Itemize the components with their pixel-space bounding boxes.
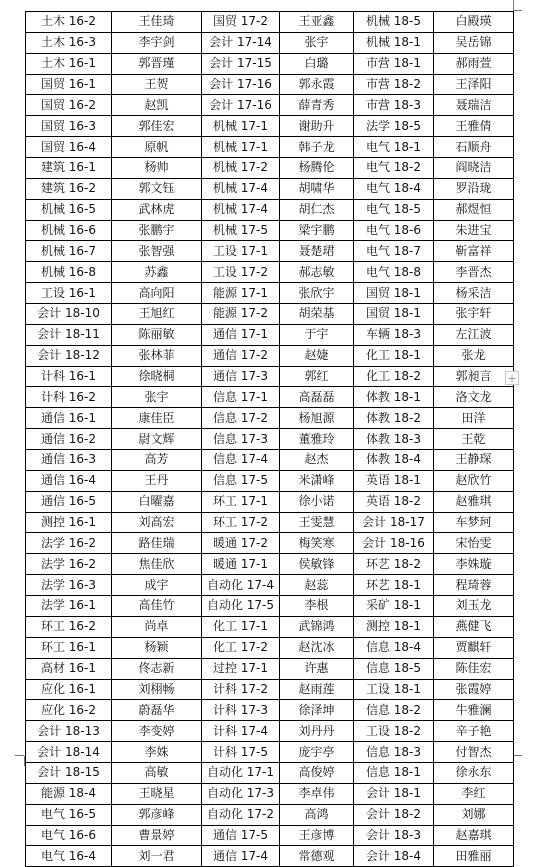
table-row [26,533,514,554]
name-cell: 高鸿 [280,804,354,825]
name-cell: 李红 [434,783,514,804]
name-cell: 车梦珂 [434,512,514,533]
class-cell: 市营 18-1 [354,53,434,74]
name-cell: 张宇 [280,32,354,53]
name-cell: 郭红 [280,366,354,387]
class-cell: 会计 18-13 [26,721,112,742]
name-cell: 常德观 [280,846,354,867]
class-cell: 会计 18-11 [26,324,112,345]
table-row [26,32,514,53]
class-cell: 计科 17-5 [202,742,280,763]
class-cell: 测控 16-1 [26,512,112,533]
name-cell: 王贺 [112,74,202,95]
class-cell: 信息 17-4 [202,450,280,471]
table-row [26,178,514,199]
table-row [26,575,514,596]
name-cell: 徐永东 [434,762,514,783]
table-row [26,262,514,283]
name-cell: 王静琛 [434,450,514,471]
class-cell: 电气 18-2 [354,158,434,179]
roster-table [25,11,517,867]
name-cell: 刘栩畅 [112,679,202,700]
class-cell: 工设 18-1 [354,679,434,700]
class-cell: 通信 16-3 [26,450,112,471]
name-cell: 谢助升 [280,116,354,137]
add-row-handle[interactable] [505,371,519,385]
name-cell: 赵蕊 [280,575,354,596]
class-cell: 化工 17-1 [202,616,280,637]
class-cell: 应化 16-2 [26,700,112,721]
name-cell: 杨帅 [112,158,202,179]
table-row [26,304,514,325]
class-cell: 通信 17-5 [202,825,280,846]
class-cell: 机械 16-5 [26,199,112,220]
page-corner-mark [513,755,522,756]
class-cell: 会计 18-4 [354,846,434,867]
name-cell: 侯敏锋 [280,554,354,575]
name-cell: 赵杰 [280,450,354,471]
class-cell: 机械 16-8 [26,262,112,283]
name-cell: 王泽阳 [434,74,514,95]
table-row [26,324,514,345]
class-cell: 机械 17-5 [202,220,280,241]
name-cell: 白璐 [280,53,354,74]
class-cell: 电气 16-4 [26,846,112,867]
class-cell: 暖通 17-2 [202,533,280,554]
name-cell: 高敏 [112,762,202,783]
name-cell: 赵凯 [112,95,202,116]
class-cell: 机械 17-4 [202,199,280,220]
name-cell: 付智杰 [434,742,514,763]
name-cell: 高佳竹 [112,596,202,617]
table-row [26,700,514,721]
name-cell: 赵嘉琪 [434,825,514,846]
class-cell: 通信 17-1 [202,324,280,345]
table-row [26,366,514,387]
name-cell: 张霞婷 [434,679,514,700]
name-cell: 牛雅澜 [434,700,514,721]
class-cell: 信息 17-5 [202,470,280,491]
class-cell: 土木 16-1 [26,53,112,74]
name-cell: 张鹏宇 [112,220,202,241]
name-cell: 王亚鑫 [280,12,354,33]
class-cell: 能源 18-4 [26,783,112,804]
name-cell: 聂瑞洁 [434,95,514,116]
name-cell: 郝雨萱 [434,53,514,74]
class-cell: 通信 16-2 [26,429,112,450]
class-cell: 会计 18-12 [26,345,112,366]
name-cell: 王雯慧 [280,512,354,533]
class-cell: 市营 18-3 [354,95,434,116]
name-cell: 李宇剑 [112,32,202,53]
class-cell: 会计 18-1 [354,783,434,804]
name-cell: 郭永霞 [280,74,354,95]
class-cell: 通信 16-1 [26,408,112,429]
name-cell: 刘一君 [112,846,202,867]
name-cell: 韩子龙 [280,137,354,158]
table-row [26,512,514,533]
class-cell: 环工 17-2 [202,512,280,533]
name-cell: 胡荣基 [280,304,354,325]
table-row [26,387,514,408]
name-cell: 董雅玲 [280,429,354,450]
class-cell: 电气 18-5 [354,199,434,220]
class-cell: 会计 17-15 [202,53,280,74]
class-cell: 过控 17-1 [202,658,280,679]
name-cell: 胡啸华 [280,178,354,199]
name-cell: 田雅丽 [434,846,514,867]
class-cell: 信息 17-2 [202,408,280,429]
name-cell: 刘高宏 [112,512,202,533]
table-row [26,783,514,804]
class-cell: 会计 18-3 [354,825,434,846]
name-cell: 庞宇亭 [280,742,354,763]
name-cell: 李卓伟 [280,783,354,804]
name-cell: 郭晋瑾 [112,53,202,74]
class-cell: 机械 16-6 [26,220,112,241]
name-cell: 宋怡雯 [434,533,514,554]
table-row [26,658,514,679]
class-cell: 能源 17-1 [202,283,280,304]
name-cell: 刘玉龙 [434,596,514,617]
class-cell: 高材 16-1 [26,658,112,679]
table-row [26,450,514,471]
name-cell: 张智强 [112,241,202,262]
table-row [26,846,514,867]
table-row [26,825,514,846]
name-cell: 杨颖 [112,637,202,658]
table-row [26,53,514,74]
class-cell: 计科 17-3 [202,700,280,721]
class-cell: 国贸 18-1 [354,304,434,325]
name-cell: 徐晓桐 [112,366,202,387]
name-cell: 李姝 [112,742,202,763]
name-cell: 杨腾伦 [280,158,354,179]
table-row [26,429,514,450]
table-row [26,721,514,742]
name-cell: 胡仁杰 [280,199,354,220]
name-cell: 吴岳锦 [434,32,514,53]
class-cell: 自动化 17-2 [202,804,280,825]
class-cell: 通信 16-4 [26,470,112,491]
class-cell: 机械 18-1 [354,32,434,53]
name-cell: 郭彦峰 [112,804,202,825]
name-cell: 杨旭源 [280,408,354,429]
name-cell: 陈佳宏 [434,658,514,679]
name-cell: 成宇 [112,575,202,596]
name-cell: 王旭红 [112,304,202,325]
class-cell: 法学 16-3 [26,575,112,596]
name-cell: 蔚磊华 [112,700,202,721]
class-cell: 信息 18-1 [354,762,434,783]
table-row [26,554,514,575]
table-row [26,491,514,512]
class-cell: 通信 16-5 [26,491,112,512]
name-cell: 王彦博 [280,825,354,846]
class-cell: 环艺 18-2 [354,554,434,575]
class-cell: 电气 18-7 [354,241,434,262]
name-cell: 张宇 [112,387,202,408]
class-cell: 车辆 18-3 [354,324,434,345]
name-cell: 郭昶言 [434,366,514,387]
name-cell: 尚卓 [112,616,202,637]
table-row [26,637,514,658]
class-cell: 化工 17-2 [202,637,280,658]
class-cell: 环艺 18-1 [354,575,434,596]
table-row [26,408,514,429]
page-corner-mark [15,755,24,756]
name-cell: 薛青秀 [280,95,354,116]
class-cell: 通信 17-4 [202,846,280,867]
table-row [26,12,514,33]
class-cell: 机械 16-7 [26,241,112,262]
class-cell: 电气 18-6 [354,220,434,241]
name-cell: 郝煜恒 [434,199,514,220]
name-cell: 徐泽坤 [280,700,354,721]
name-cell: 李根 [280,596,354,617]
class-cell: 信息 18-4 [354,637,434,658]
class-cell: 会计 18-16 [354,533,434,554]
name-cell: 尉文辉 [112,429,202,450]
class-cell: 化工 18-2 [354,366,434,387]
table-row [26,220,514,241]
name-cell: 王乾 [434,429,514,450]
name-cell: 武林虎 [112,199,202,220]
class-cell: 信息 18-2 [354,700,434,721]
class-cell: 电气 18-8 [354,262,434,283]
class-cell: 通信 17-2 [202,345,280,366]
name-cell: 曹景婷 [112,825,202,846]
table-row [26,616,514,637]
class-cell: 机械 17-1 [202,137,280,158]
class-cell: 土木 16-3 [26,32,112,53]
name-cell: 郭佳宏 [112,116,202,137]
table-row [26,199,514,220]
table-row [26,742,514,763]
page-corner-mark [513,10,522,11]
class-cell: 计科 17-2 [202,679,280,700]
class-cell: 信息 17-1 [202,387,280,408]
class-cell: 体教 18-4 [354,450,434,471]
name-cell: 李晋杰 [434,262,514,283]
name-cell: 苏鑫 [112,262,202,283]
table-row [26,95,514,116]
class-cell: 英语 18-2 [354,491,434,512]
class-cell: 法学 16-1 [26,596,112,617]
name-cell: 辛子艳 [434,721,514,742]
class-cell: 工设 16-1 [26,283,112,304]
class-cell: 电气 18-4 [354,178,434,199]
name-cell: 于宇 [280,324,354,345]
class-cell: 信息 17-3 [202,429,280,450]
class-cell: 环工 17-1 [202,491,280,512]
class-cell: 暖通 17-1 [202,554,280,575]
class-cell: 国贸 16-3 [26,116,112,137]
name-cell: 高向阳 [112,283,202,304]
name-cell: 王丹 [112,470,202,491]
class-cell: 计科 17-4 [202,721,280,742]
name-cell: 李变婷 [112,721,202,742]
class-cell: 电气 18-1 [354,137,434,158]
name-cell: 武锦鸿 [280,616,354,637]
name-cell: 燕健飞 [434,616,514,637]
class-cell: 建筑 16-1 [26,158,112,179]
class-cell: 化工 18-1 [354,345,434,366]
name-cell: 高芳 [112,450,202,471]
class-cell: 法学 16-2 [26,554,112,575]
class-cell: 法学 16-2 [26,533,112,554]
class-cell: 体教 18-3 [354,429,434,450]
name-cell: 许惠 [280,658,354,679]
class-cell: 会计 18-15 [26,762,112,783]
class-cell: 环工 16-2 [26,616,112,637]
name-cell: 白曜嘉 [112,491,202,512]
table-row [26,74,514,95]
name-cell: 赵欣竹 [434,470,514,491]
class-cell: 市营 18-2 [354,74,434,95]
class-cell: 环工 16-1 [26,637,112,658]
name-cell: 高俊婷 [280,762,354,783]
table-row [26,283,514,304]
name-cell: 康佳臣 [112,408,202,429]
name-cell: 杨采洁 [434,283,514,304]
class-cell: 信息 18-3 [354,742,434,763]
name-cell: 左江波 [434,324,514,345]
name-cell: 石顺舟 [434,137,514,158]
plus-icon: + [507,372,517,385]
class-cell: 工设 17-2 [202,262,280,283]
name-cell: 聂楚珺 [280,241,354,262]
class-cell: 国贸 18-1 [354,283,434,304]
name-cell: 靳富祥 [434,241,514,262]
name-cell: 徐小诺 [280,491,354,512]
class-cell: 会计 18-10 [26,304,112,325]
class-cell: 电气 16-6 [26,825,112,846]
name-cell: 梅笑寒 [280,533,354,554]
name-cell: 王雅倩 [434,116,514,137]
class-cell: 建筑 16-2 [26,178,112,199]
class-cell: 自动化 17-5 [202,596,280,617]
class-cell: 土木 16-2 [26,12,112,33]
table-row [26,345,514,366]
class-cell: 国贸 16-4 [26,137,112,158]
class-cell: 会计 18-17 [354,512,434,533]
name-cell: 张宇轩 [434,304,514,325]
table-row [26,158,514,179]
name-cell: 赵雨莲 [280,679,354,700]
class-cell: 自动化 17-3 [202,783,280,804]
table-row [26,116,514,137]
name-cell: 路佳瑞 [112,533,202,554]
table-row [26,596,514,617]
name-cell: 郭文钰 [112,178,202,199]
name-cell: 张龙 [434,345,514,366]
name-cell: 王晓星 [112,783,202,804]
name-cell: 李姝璇 [434,554,514,575]
class-cell: 计科 16-1 [26,366,112,387]
class-cell: 应化 16-1 [26,679,112,700]
name-cell: 郝志敏 [280,262,354,283]
class-cell: 机械 17-2 [202,158,280,179]
table-row [26,241,514,262]
class-cell: 会计 17-16 [202,74,280,95]
name-cell: 米潇峰 [280,470,354,491]
name-cell: 张欣宇 [280,283,354,304]
name-cell: 刘丹丹 [280,721,354,742]
table-row [26,470,514,491]
name-cell: 朱进宝 [434,220,514,241]
name-cell: 贾麒轩 [434,637,514,658]
class-cell: 机械 17-4 [202,178,280,199]
name-cell: 张林菲 [112,345,202,366]
page-corner-mark [513,0,514,10]
class-cell: 工设 17-1 [202,241,280,262]
roster-table-body [26,12,517,867]
class-cell: 会计 18-14 [26,742,112,763]
class-cell: 采矿 18-1 [354,596,434,617]
class-cell: 英语 18-1 [354,470,434,491]
class-cell: 会计 18-2 [354,804,434,825]
name-cell: 焦佳欣 [112,554,202,575]
name-cell: 罗沿珑 [434,178,514,199]
class-cell: 自动化 17-1 [202,762,280,783]
class-cell: 计科 16-2 [26,387,112,408]
class-cell: 机械 17-1 [202,116,280,137]
class-cell: 测控 18-1 [354,616,434,637]
table-row [26,804,514,825]
name-cell: 赵雅琪 [434,491,514,512]
name-cell: 刘娜 [434,804,514,825]
name-cell: 阎晓洁 [434,158,514,179]
name-cell: 高磊磊 [280,387,354,408]
name-cell: 白殿瑛 [434,12,514,33]
class-cell: 体教 18-1 [354,387,434,408]
class-cell: 自动化 17-4 [202,575,280,596]
table-row [26,137,514,158]
name-cell: 王佳琦 [112,12,202,33]
class-cell: 国贸 16-2 [26,95,112,116]
name-cell: 程琦蓉 [434,575,514,596]
class-cell: 机械 18-5 [354,12,434,33]
class-cell: 能源 17-2 [202,304,280,325]
name-cell: 洛文龙 [434,387,514,408]
name-cell: 赵婕 [280,345,354,366]
class-cell: 法学 18-5 [354,116,434,137]
name-cell: 田洋 [434,408,514,429]
class-cell: 工设 18-2 [354,721,434,742]
name-cell: 梁宇鹏 [280,220,354,241]
class-cell: 国贸 17-2 [202,12,280,33]
class-cell: 通信 17-3 [202,366,280,387]
class-cell: 体教 18-2 [354,408,434,429]
table-row [26,679,514,700]
class-cell: 电气 16-5 [26,804,112,825]
class-cell: 国贸 16-1 [26,74,112,95]
class-cell: 信息 18-5 [354,658,434,679]
name-cell: 原帆 [112,137,202,158]
class-cell: 会计 17-14 [202,32,280,53]
name-cell: 佟志新 [112,658,202,679]
name-cell: 陈丽敏 [112,324,202,345]
class-cell: 会计 17-16 [202,95,280,116]
name-cell: 赵沈冰 [280,637,354,658]
